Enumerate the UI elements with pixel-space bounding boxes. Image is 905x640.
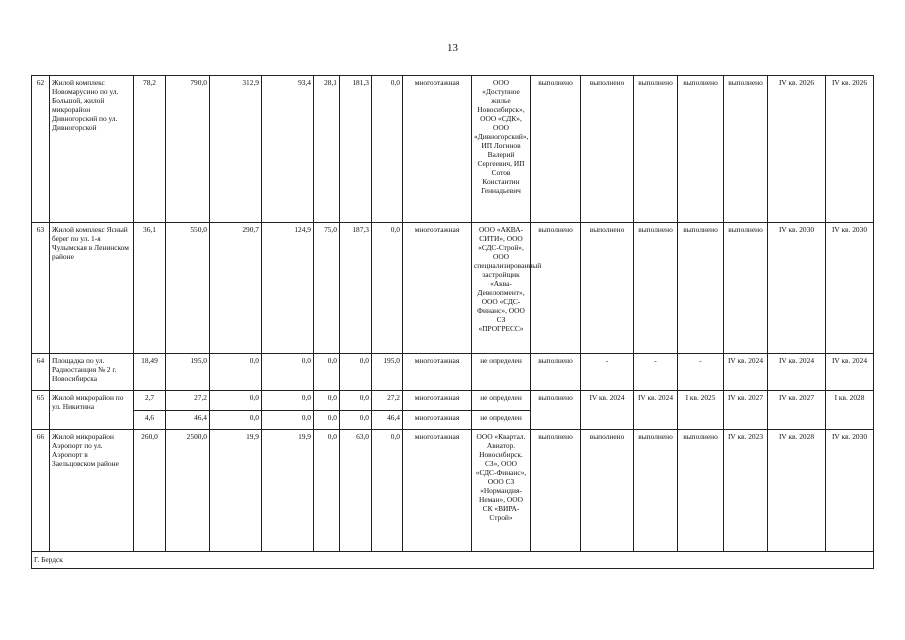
cell-value: 0,0 (314, 391, 340, 411)
deadline: IV кв. 2024 (768, 354, 826, 391)
project-name: Площадка по ул. Радиостанция № 2 г. Новосибирска (50, 354, 134, 391)
deadline: IV кв. 2026 (768, 76, 826, 223)
city-row (32, 552, 874, 569)
cell-value: 19,9 (210, 430, 262, 552)
status: IV кв. 2024 (581, 391, 634, 430)
status: - (678, 354, 724, 391)
cell-value: 46,4 (166, 411, 210, 430)
cell-value: 0,0 (314, 411, 340, 430)
deadline: IV кв. 2024 (826, 354, 874, 391)
table-row (32, 223, 874, 354)
cell-value: 18,49 (134, 354, 166, 391)
cell-value: 124,9 (262, 223, 314, 354)
cell-value: 0,0 (210, 391, 262, 411)
city-name: Г. Бердск (32, 552, 874, 569)
housing-projects-table (31, 75, 874, 569)
status: IV кв. 2027 (724, 391, 768, 430)
cell-value: 195,0 (372, 354, 403, 391)
cell-value: 2,7 (134, 391, 166, 411)
status: выполнено (678, 76, 724, 223)
building-type: многоэтажная (403, 354, 472, 391)
table-row (32, 354, 874, 391)
cell-value: 0,0 (372, 76, 403, 223)
status: I кв. 2025 (678, 391, 724, 430)
table-row (32, 391, 874, 411)
cell-value: 36,1 (134, 223, 166, 354)
status: IV кв. 2023 (724, 430, 768, 552)
status: выполнено (531, 391, 581, 430)
status: выполнено (531, 430, 581, 552)
status: выполнено (581, 223, 634, 354)
cell-value: 0,0 (262, 391, 314, 411)
developer: не определен (472, 354, 531, 391)
developer: ООО «АКВА-СИТИ», ООО «СДС-Строй», ООО специализированный застройщик «Аква-Девелопмент», ООО «СДС-Финанс», ООО СЗ «ПРОГРЕСС» (472, 223, 531, 354)
cell-value: 0,0 (210, 354, 262, 391)
status: выполнено (581, 430, 634, 552)
status: выполнено (724, 223, 768, 354)
building-type: многоэтажная (403, 411, 472, 430)
cell-value: 78,2 (134, 76, 166, 223)
status: выполнено (531, 76, 581, 223)
cell-value: 63,0 (340, 430, 372, 552)
table-row (32, 76, 874, 223)
status: - (634, 354, 678, 391)
building-type: многоэтажная (403, 391, 472, 411)
developer: не определен (472, 391, 531, 411)
cell-value: 550,0 (166, 223, 210, 354)
deadline: IV кв. 2030 (768, 223, 826, 354)
status: выполнено (678, 223, 724, 354)
page-number: 13 (447, 42, 458, 54)
deadline: I кв. 2028 (826, 391, 874, 430)
project-name: Жилой микрорайон по ул. Никитина (50, 391, 134, 430)
deadline: IV кв. 2030 (826, 430, 874, 552)
cell-value: 0,0 (314, 354, 340, 391)
status: выполнено (634, 223, 678, 354)
cell-value: 0,0 (340, 391, 372, 411)
status: IV кв. 2024 (634, 391, 678, 430)
cell-value: 0,0 (262, 354, 314, 391)
developer: не определен (472, 411, 531, 430)
status: выполнено (634, 430, 678, 552)
building-type: многоэтажная (403, 430, 472, 552)
cell-value: 27,2 (166, 391, 210, 411)
status: - (581, 354, 634, 391)
row-number: 65 (32, 391, 50, 430)
status: выполнено (581, 76, 634, 223)
cell-value: 27,2 (372, 391, 403, 411)
cell-value: 187,3 (340, 223, 372, 354)
cell-value: 0,0 (314, 430, 340, 552)
cell-value: 28,1 (314, 76, 340, 223)
cell-value: 75,0 (314, 223, 340, 354)
deadline: IV кв. 2027 (768, 391, 826, 430)
status: выполнено (678, 430, 724, 552)
cell-value: 0,0 (262, 411, 314, 430)
cell-value: 0,0 (340, 411, 372, 430)
row-number: 66 (32, 430, 50, 552)
cell-value: 19,9 (262, 430, 314, 552)
cell-value: 93,4 (262, 76, 314, 223)
cell-value: 2500,0 (166, 430, 210, 552)
status: выполнено (634, 76, 678, 223)
cell-value: 0,0 (372, 430, 403, 552)
cell-value: 312,9 (210, 76, 262, 223)
row-number: 63 (32, 223, 50, 354)
cell-value: 4,6 (134, 411, 166, 430)
cell-value: 195,0 (166, 354, 210, 391)
developer: ООО «Квартал. Авиатор. Новосибирск. СЗ», ООО «СДС-Финанс», ООО СЗ «Нормандия-Неман», ООО СК «ВИРА-Строй» (472, 430, 531, 552)
cell-value: 181,3 (340, 76, 372, 223)
deadline: IV кв. 2026 (826, 76, 874, 223)
deadline: IV кв. 2028 (768, 430, 826, 552)
cell-value: 290,7 (210, 223, 262, 354)
project-name: Жилой комплекс Новомарусино по ул. Большой, жилой микрорайон Дивногорский по ул. Дивногорской (50, 76, 134, 223)
status: выполнено (531, 223, 581, 354)
deadline: IV кв. 2030 (826, 223, 874, 354)
cell-value: 46,4 (372, 411, 403, 430)
row-number: 64 (32, 354, 50, 391)
status: IV кв. 2024 (724, 354, 768, 391)
cell-value: 0,0 (372, 223, 403, 354)
cell-value: 0,0 (340, 354, 372, 391)
row-number: 62 (32, 76, 50, 223)
project-name: Жилой комплекс Ясный берег по ул. 1-я Чулымская в Ленинском районе (50, 223, 134, 354)
cell-value: 0,0 (210, 411, 262, 430)
building-type: многоэтажная (403, 76, 472, 223)
cell-value: 790,0 (166, 76, 210, 223)
cell-value: 260,0 (134, 430, 166, 552)
developer: ООО «Доступное жилье Новосибирск», ООО «СДК», ООО «Дивногорский», ИП Логинов Валерий Сергеевич, ИП Сотов Константин Геннадьевич (472, 76, 531, 223)
status: выполнено (724, 76, 768, 223)
table-row (32, 430, 874, 552)
project-name: Жилой микрорайон Аэропорт по ул. Аэропорт в Заельцовском районе (50, 430, 134, 552)
building-type: многоэтажная (403, 223, 472, 354)
status: выполнено (531, 354, 581, 391)
